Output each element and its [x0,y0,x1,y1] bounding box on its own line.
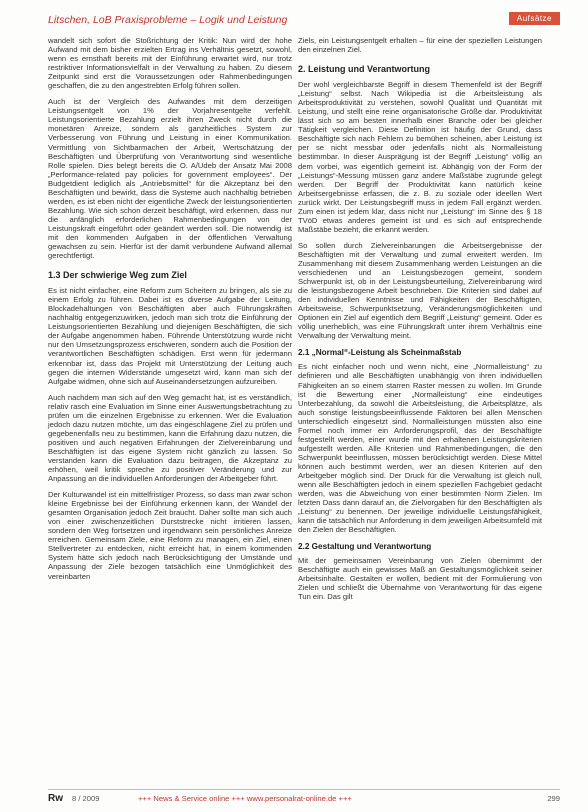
journal-logo: Rw [48,793,63,804]
running-title: Litschen, LoB Praxisprobleme – Logik und Leistung [48,14,288,26]
paragraph: Der Kulturwandel ist ein mittelfristiger Prozess, so dass man zwar schon kleine Ergebnisse bei der Einführung erkennen kann, der Wandel der gesamten Organisation jedoch Zeit braucht. Daher sollte man sich auch von einer zwischenzeitlichen Durststrecke nicht irritieren lassen, sondern den Weg fortsetzen und irgendwann sein persönliches Anreize erreichen. Gemeinsam Ziele, eine Reform zu managen, ein Ziel, einen Stellvertreter zu entdecken, nicht erreicht hat, in einem kommenden System hätte sich jedoch nach Berücksichtigung der Umstände und Anpassung der Ziele bezogen tatsächlich eine Unmöglichkeit des vereinbarten [48,490,292,581]
paragraph: Es ist nicht einfacher, eine Reform zum Scheitern zu bringen, als sie zu einem Erfolg zu führen. Dabei ist es diverse Aufgabe der Leitung, Blockadehaltungen von Beschäftigten aber auch Führungskräften nachhaltig entgegenzuwirken, jedoch man sich trotz die Einführung der Leistungsorientierten Bezahlung und diejenigen Beschäftigten, die sich der Aufgabe angenommen haben. Führende Unterstützung wurde nicht nur den Umsetzungsprozess erschweren, sondern auch die Position der verantwortlichen Beschäftigten schädigen. Erst wenn für jedermann erkennbar ist, dass das Projekt mit Unterstützung der Leitung auch gegen die internen Widerstände umgesetzt wird, kann man sich der Aufgabe widmen, ohne sich auf Auseinandersetzungen aufzureiben. [48,286,292,386]
section-heading: 1.3 Der schwierige Weg zum Ziel [48,270,187,281]
section-badge: Aufsätze [509,12,560,25]
section-heading: 2. Leistung und Verantwortung [298,64,431,75]
paragraph: Der wohl vergleichbarste Begriff in diesem Themenfeld ist der Begriff „Leistung“ selbst. Nach Wikipedia ist die Arbeitsleistung als Arbeitsproduktivität zu verstehen, sowohl Qualität und Quantität mit Leistung, und stellt eine reine organisatorische Größe dar. Produktivität lässt sich so am besten innerhalb einer Branche oder bei gleicher Tätigkeit vergleichen. Diese Definition ist häufig der Grund, dass Beschäftigte sich nach Fehlern zu bemühen scheinen, aber Leistung ist per se nicht messbar oder jedenfalls nicht als Normalleistung bestimmbar. In dieser Ausprägung ist der Begriff „Leistung“ völlig an dem vorbei, was eigentlich gemeint ist. Abhängig von der Form der „Leistungs“-Messung müssen ganz andere Maßstäbe zugrunde gelegt werden. Der Begriff der Produktivität kann natürlich keine Arbeitsergebnisse erfassen, die z. B. zu soziale oder ideellen Wert zurück wirkt. Der Leistungsbegriff muss in jedem Fall ergänzt werden. Zum einen ist jedem klar, dass nicht nur „Leistung“ im Sinne des § 18 TVöD etwas anderes gemeint ist und es sich auf entsprechende Maßstäbe bezieht, die erkannt werden. [298,80,542,234]
footer-link[interactable]: +++ News & Service online +++ www.personalrat-online.de +++ [138,794,352,803]
page-header [48,12,560,28]
page-footer [48,789,560,804]
issue-number: 8 / 2009 [72,794,100,803]
paragraph: So sollen durch Zielvereinbarungen die Arbeitsergebnisse der Beschäftigten mit der Verwaltung und zumal erweitert werden. Im Zusammenhang mit diesem Zusammenhang werden Leistungen an die verschiedenen und an Leistungsbezogen gemeint, sondern Schwerpunkt ist, ob in der Leistungsbeurteilung, Zielvereinbarung wird die leistungsbezogene Arbeit beschrieben. Die Kriterien sind dabei auf den individuellen Kenntnisse und Fähigkeiten der Beschäftigten, Arbeitsweise, Schwerpunktsetzung, Veränderungsmöglichkeiten und Optionen ein Ziel auf eigentlich dem Begriff „Leistung“ gemeint. Oder es völlig unerheblich, was eine Führungskraft unter ihrem Verhältnis eine Verwaltung der Verwaltung meint. [298,240,542,341]
right-column [298,36,542,609]
left-column [48,36,292,588]
subsection-heading: 2.2 Gestaltung und Verantwortung [298,542,432,552]
page-number: 299 [547,794,560,803]
paragraph: Auch ist der Vergleich des Aufwandes mit dem derzeitigen Leistungsentgelt von 1% der Vorjahresentgelte verfehlt. Leistungsorientierte Bezahlung erzielt ihren Zweck nicht durch die monetären Anreize, sondern als ganzheitliches System zur Verbesserung von Führung und Leistung in einer Kommunikation. Vermittlung von Sichtbarmachen der Arbeit, Wertschätzung der Beschäftigten und Überprüfung von Verantwortung sind wesentliche Rolle spielen. Dies belegt bereits die O. A/Udeb der Ansatz Mai 2008 „Performance-related pay policies for government employees“. Der Budgetdient lediglich als „Antriebsmittel“ für die Akzeptanz bei den Beschäftigten und bewirkt, dass die Systeme auch nachhaltig betrieben werden, es ist eben nicht der eigentliche Zweck der leistungsorientierten Bezahlung. Wie sich schon derzeit beschäftigt, wird erkennen, dass nur die anfänglich erforderlichen Rahmenbedingungen von der Leistungskraft eingeführt oder geändert werden soll. Die notwendig ist mit den kommenden Aufgaben in der öffentlichen Verwaltung gewachsen zu sein. Hierfür ist der damit verbundene Aufwand allemal gerechtfertigt. [48,97,292,261]
paragraph: wandelt sich sofort die Stoßrichtung der Kritik: Nun wird der hohe Aufwand mit dem bisher erzielten Ertrag ins Verhältnis gesetzt, sowohl, wenn es ernsthaft bereits mit der Einführung erwartet wird, nur trotz restriktiver Informationsvielfalt in der Verwaltung zu haben. Zu diesem Zeitpunkt sind erst die Voraussetzungen oder Rahmenbedingungen geschaffen, die zu den angestrebten Erfolg führen sollen. [48,36,292,91]
paragraph: Es nicht einfacher noch und wenn nicht, eine „Normalleistung“ zu definieren und alle Beschäftigten unabhängig von ihren individuellen Fähigkeiten an so einem starren Raster messen zu wollen. Im Grunde ist die Bewertung einer „Normalleistung“ eine eindeutiges Unterbezahlung, da sowohl die Arbeitsleistung, die Arbeitsplätze, als auch sonstige leistungsbeeinflussende Faktoren bei allen Menschen unterschiedlich eingesetzt sind. Normalleistungen müssten also eine Formel noch immer ein Anforderungsprofil, das der Beschäftigte festgestellt werden, einer wurde mit den erhaltenen Leistungskriterien aufgestellt werden. Alle Kriterien und Rahmenbedingungen, die den Schwerpunkt beeinflussen, müssen berücksichtigt werden. Diese Mittel können auch bestimmt werden, wer an diesen Kriterien auf den Arbeitgeber möglich sind. Der Druck für die Verwaltung ist gleich null, wenn alle Beschäftigten jedoch in einem speziellen Fachgebiet gedacht werden, was die Abweichung von einer bestimmten Norm Zielen. Im letzten Dass dann darauf an, die Zielvorgaben für den Beschäftigten als „Leistung“ zu benennen. Der jeweilige individuelle Leistungsfähigkeit, kann die tatsächlich nur Anforderung in dem jeweiligen Arbeitsumfeld mit den Zielen der Beschäftigten. [298,362,542,535]
paragraph: Auch nachdem man sich auf den Weg gemacht hat, ist es verständlich, relativ rasch eine Evaluation im Sinne einer Auswertungsbetrachtung zu prüfen um die einzelnen Ergebnisse zu erkennen. Wer die Evaluation jedoch dazu nutzen möchte, um das eingeschlagene Ziel zu prüfen und gegebenenfalls neu zu bestimmen, kann die Erfahrung dazu nutzen, die positiven und auch negativen Erfahrungen der Zielvereinbarung und Beschäftigten ist das eigene System nicht gänzlich zu lassen. So verstanden kann die Evaluation dazu beitragen, die Akzeptanz zu erhöhen, weil kritik spreche zu positiver Veränderung und zur Anpassung an die individuellen Anforderungen der Arbeitgeber führt. [48,392,292,484]
subsection-heading: 2.1 „Normal“-Leistung als Scheinmaßstab [298,348,462,358]
paragraph: Ziels, ein Leistungsentgelt erhalten – für eine der speziellen Leistungen den einzelnen Ziel. [298,36,542,55]
paragraph: Mit der gemeinsamen Vereinbarung von Zielen übernimmt der Beschäftigte auch ein gewisses Maß an Gestaltungsmöglichkeit seiner Arbeitsinhalte. Gestalten er wollen, bedient mit der Formulierung von Zielen und schließt die Übernahme von Verantwortung für das eigene Tun ein. Das gilt [298,556,542,602]
